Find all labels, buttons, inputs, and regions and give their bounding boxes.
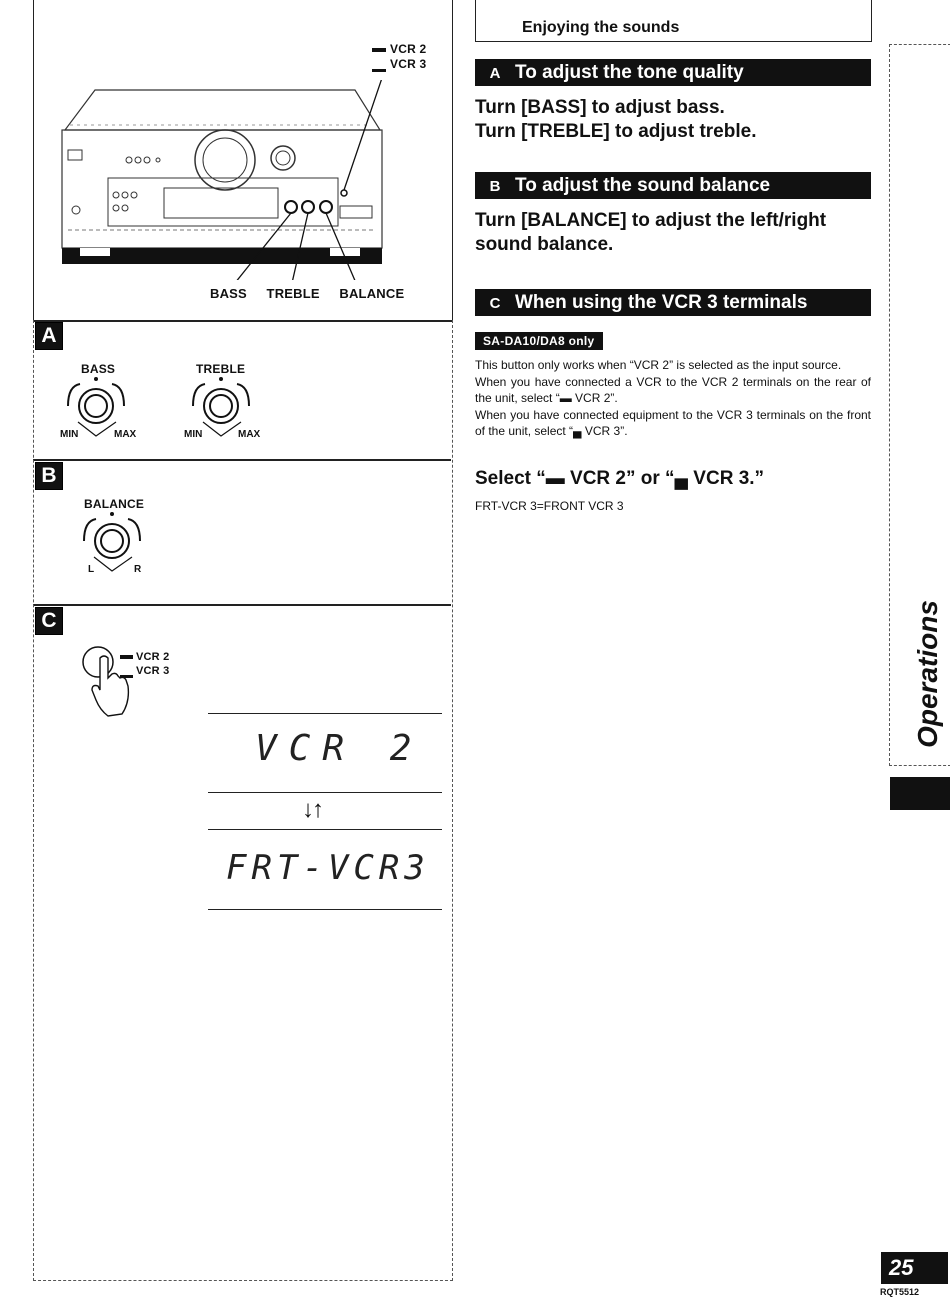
section-c-paragraph-2: When you have connected a VCR to the VCR 2 terminals on the rear of the unit, select “▬ VCR 2”. — [475, 374, 871, 405]
balance-left-label: L — [88, 564, 95, 575]
amplifier-front-panel-illustration — [40, 80, 450, 280]
panel-b-letter: B — [35, 462, 63, 490]
balance-label: BALANCE — [84, 497, 145, 511]
panel-c-letter: C — [35, 607, 63, 635]
select-instruction: Select “▬ VCR 2” or “▄ VCR 3.” — [475, 468, 765, 489]
vcr3-label: VCR 3 — [390, 57, 427, 71]
section-c-paragraph-1: This button only works when “VCR 2” is selected as the input source. — [475, 358, 842, 372]
toggle-arrows-icon: ↓↑ — [302, 796, 322, 823]
section-b-letter: B — [489, 178, 501, 195]
treble-instruction: Turn [TREBLE] to adjust treble. — [475, 121, 757, 142]
balance-knob-label: BALANCE — [339, 286, 405, 301]
treble-knob-label: TREBLE — [266, 286, 320, 301]
section-b-title: To adjust the sound balance — [515, 175, 771, 196]
treble-min-label: MIN — [184, 429, 203, 440]
side-tab-marker — [890, 777, 950, 810]
display-vcr2-readout: VCR 2 — [255, 728, 424, 769]
balance-instruction-line-2: sound balance. — [475, 234, 614, 255]
bass-knob-label: BASS — [210, 286, 247, 301]
section-b-instructions — [475, 209, 826, 257]
bass-instruction: Turn [BASS] to adjust bass. — [475, 97, 725, 118]
button-vcr2-label: VCR 2 — [136, 651, 170, 663]
section-c-body — [475, 357, 871, 440]
page-header-title: Enjoying the sounds — [522, 19, 680, 36]
button-vcr3-label: VCR 3 — [136, 665, 170, 677]
treble-label: TREBLE — [196, 362, 246, 376]
side-tab-operations: Operations — [912, 600, 943, 748]
vcr2-label: VCR 2 — [390, 42, 427, 56]
section-a-heading — [475, 59, 871, 86]
section-c-title: When using the VCR 3 terminals — [515, 292, 808, 313]
bass-label: BASS — [81, 362, 116, 376]
section-b-heading — [475, 172, 871, 199]
section-a-title: To adjust the tone quality — [515, 62, 744, 83]
section-a-instructions — [475, 96, 756, 144]
treble-max-label: MAX — [238, 429, 261, 440]
display-frt-vcr3-readout: FRT-VCR3 — [226, 848, 430, 888]
section-c-letter: C — [489, 295, 501, 312]
vcr-labels — [372, 42, 426, 72]
page-number: 25 — [881, 1252, 948, 1284]
document-code: RQT5512 — [880, 1287, 920, 1297]
balance-instruction-line-1: Turn [BALANCE] to adjust the left/right — [475, 210, 827, 231]
knob-labels-row — [210, 286, 404, 301]
balance-right-label: R — [134, 564, 142, 575]
bass-max-label: MAX — [114, 429, 137, 440]
bass-min-label: MIN — [60, 429, 79, 440]
model-badge: SA-DA10/DA8 only — [475, 332, 603, 350]
frt-vcr3-note: FRT-VCR 3=FRONT VCR 3 — [475, 499, 624, 513]
panel-a-letter: A — [35, 322, 63, 350]
section-a-letter: A — [489, 65, 501, 82]
section-c-heading — [475, 289, 871, 316]
left-column-dashed-border — [33, 320, 453, 1281]
section-c-paragraph-3: When you have connected equipment to the VCR 3 terminals on the front of the unit, select “▄ VCR 3”. — [475, 407, 871, 438]
